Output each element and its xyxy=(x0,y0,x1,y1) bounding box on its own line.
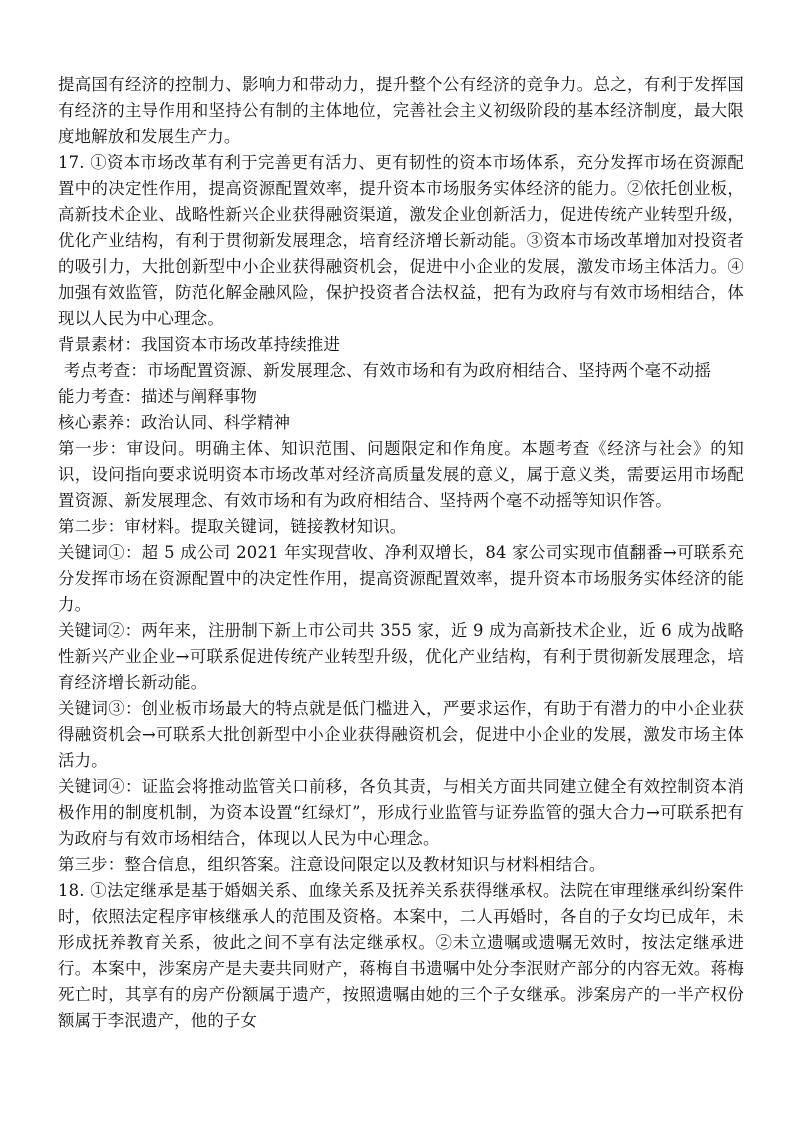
keyword-2: 关键词②：两年来，注册制下新上市公司共 355 家，近 9 成为高新技术企业，近 6 成为战略性新兴产业企业→可联系促进传统产业转型升级，优化产业结构，有利于贯彻新发展理念，培育经济增长新动能。 xyxy=(58,621,744,692)
answer-18: 18. ①法定继承是基于婚姻关系、血缘关系及抚养关系获得继承权。法院在审理继承纠纷案件时，依照法定程序审核继承人的范围及资格。本案中，二人再婚时，各自的子女均已成年，未形成抚养教育关系，彼此之间不享有法定继承权。②未立遗嘱或遗嘱无效时，按法定继承进行。本案中，涉案房产是夫妻共同财产，蒋梅自书遗嘱中处分李泯财产部分的内容无效。蒋梅死亡时，其享有的房产份额属于遗产，按照遗嘱由她的三个子女继承。涉案房产的一半产权份额属于李泯遗产，他的子女 xyxy=(58,881,744,1030)
answer-17: 17. ①资本市场改革有利于完善更有活力、更有韧性的资本市场体系，充分发挥市场在资源配置中的决定性作用，提高资源配置效率，提升资本市场服务实体经济的能力。②依托创业板，高新技术企业、战略性新兴企业获得融资渠道，激发企业创新活力，促进传统产业转型升级，优化产业结构，有利于贯彻新发展理念，培育经济增长新动能。③资本市场改革增加对投资者的吸引力，大批创新型中小企业获得融资机会，促进中小企业的发展，激发市场主体活力。④加强有效监管，防范化解金融风险，保护投资者合法权益，把有为政府与有效市场相结合，体现以人民为中心理念。 xyxy=(58,153,744,328)
keyword-1: 关键词①：超 5 成公司 2021 年实现营收、净利双增长，84 家公司实现市值翻番→可联系充分发挥市场在资源配置中的决定性作用，提高资源配置效率，提升资本市场服务实体经济的能力。 xyxy=(58,543,744,614)
step-one: 第一步：审设问。明确主体、知识范围、问题限定和作角度。本题考查《经济与社会》的知识，设问指向要求说明资本市场改革对经济高质量发展的意义，属于意义类，需要运用市场配置资源、新发展理念、有效市场和有为政府相结合、坚持两个毫不动摇等知识作答。 xyxy=(58,439,744,510)
keyword-3: 关键词③：创业板市场最大的特点就是低门槛进入，严要求运作，有助于有潜力的中小企业获得融资机会→可联系大批创新型中小企业获得融资机会，促进中小企业的发展，激发市场主体活力。 xyxy=(58,699,744,770)
paragraph-intro-conclusion: 提高国有经济的控制力、影响力和带动力，提升整个公有经济的竞争力。总之，有利于发挥国有经济的主导作用和坚持公有制的主体地位，完善社会主义初级阶段的基本经济制度，最大限度地解放和发展生产力。 xyxy=(58,75,744,146)
ability-assessment: 能力考查：描述与阐释事物 xyxy=(58,387,258,406)
background-material: 背景素材：我国资本市场改革持续推进 xyxy=(58,335,341,354)
step-three: 第三步：整合信息，组织答案。注意设问限定以及教材知识与材料相结合。 xyxy=(58,855,606,874)
exam-points: 考点考查：市场配置资源、新发展理念、有效市场和有为政府相结合、坚持两个毫不动摇 xyxy=(64,361,712,380)
step-two: 第二步：审材料。提取关键词，链接教材知识。 xyxy=(58,517,407,536)
core-literacy: 核心素养：政治认同、科学精神 xyxy=(58,413,291,432)
keyword-4: 关键词④：证监会将推动监管关口前移，各负其责，与相关方面共同建立健全有效控制资本消极作用的制度机制，为资本设置“红绿灯”，形成行业监管与证券监管的强大合力→可联系把有为政府与有效市场相结合，体现以人民为中心理念。 xyxy=(58,777,744,848)
